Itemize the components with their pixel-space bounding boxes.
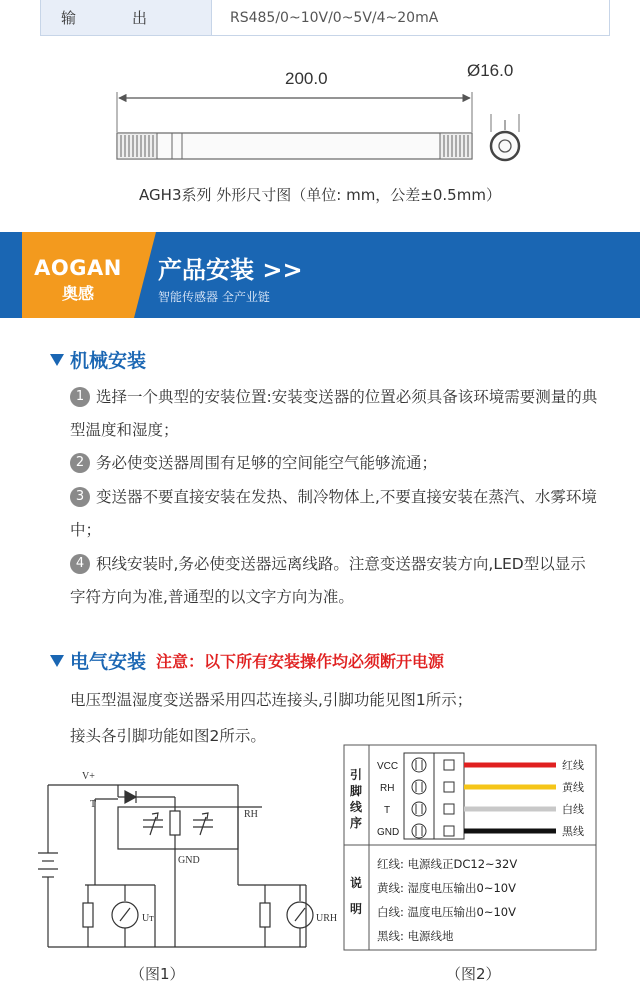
pin-label-1: 引	[350, 768, 363, 782]
spec-value: RS485/0~10V/0~5V/4~20mA	[211, 0, 609, 35]
spec-row-output	[40, 0, 610, 36]
triangle-bullet-icon	[50, 655, 64, 667]
pin-rh: RH	[380, 783, 395, 794]
label-t: T	[90, 799, 97, 810]
number-badge: 2	[70, 453, 90, 473]
desc-label-1: 说	[350, 876, 363, 890]
number-badge: 4	[70, 554, 90, 574]
pin-gnd: GND	[377, 827, 400, 838]
label-ut: Uт	[142, 913, 154, 924]
wire-label-white: 白线	[562, 803, 584, 816]
mechanical-heading: 机械安装	[50, 346, 146, 373]
warning-text: 注意：以下所有安装操作均必须断开电源	[156, 652, 445, 671]
wiring-figures	[0, 735, 640, 960]
note-black: 黑线: 电源线地	[377, 929, 454, 943]
pin-t: T	[384, 805, 391, 816]
number-badge: 3	[70, 487, 90, 507]
label-urh: URH	[316, 913, 338, 924]
electrical-para-1: 电压型温湿度变送器采用四芯连接头,引脚功能见图1所示；	[70, 691, 473, 709]
wire-label-yellow: 黄线	[562, 781, 584, 794]
wiring-table	[344, 745, 596, 950]
circuit-diagram	[38, 785, 313, 947]
figure-1-caption: （图1）	[130, 965, 185, 983]
section-banner	[0, 232, 640, 318]
dimension-drawing	[0, 36, 640, 184]
wire-label-black: 黑线	[562, 825, 584, 838]
triangle-bullet-icon	[50, 354, 64, 366]
logo-cn: 奥感	[61, 284, 94, 303]
note-white: 白线: 温度电压输出0~10V	[377, 905, 516, 919]
svg-text:明: 明	[350, 902, 363, 916]
number-badge: 1	[70, 387, 90, 407]
dim-length-label: 200.0	[285, 69, 328, 88]
list-item: 2 务必使变送器周围有足够的空间能空气能够流通；	[70, 447, 600, 480]
brand-logo	[22, 232, 134, 318]
banner-title: 产品安装 >>	[158, 256, 303, 284]
svg-text:序: 序	[350, 816, 363, 830]
dim-diameter-label: Ø16.0	[467, 61, 514, 80]
dimension-caption: AGH3系列 外形尺寸图（单位: mm，公差±0.5mm）	[139, 186, 501, 204]
list-item: 1 选择一个典型的安装位置:安装变送器的位置必须具备该环境需要测量的典型温度和湿度；	[70, 388, 598, 439]
svg-text:脚: 脚	[350, 784, 363, 798]
note-red: 红线: 电源线正DC12~32V	[377, 857, 518, 871]
label-gnd: GND	[178, 855, 200, 866]
banner-subtitle: 智能传感器 全产业链	[158, 290, 270, 304]
list-item: 3 变送器不要直接安装在发热、制冷物体上,不要直接安装在蒸汽、水雾环境中；	[70, 488, 597, 539]
note-yellow: 黄线: 湿度电压输出0~10V	[377, 881, 516, 895]
wire-label-red: 红线	[562, 759, 584, 772]
spec-label: 输出	[41, 0, 211, 35]
label-rh: RH	[244, 809, 258, 820]
list-item: 4 积线安装时,务必使变送器远离线路。注意变送器安装方向,LED型以显示字符方向为准,普通型的以文字方向为准。	[70, 555, 586, 606]
figure-2-caption: （图2）	[446, 965, 501, 983]
svg-text:线: 线	[350, 800, 363, 814]
electrical-para-2: 接头各引脚功能如图2所示。	[70, 727, 266, 745]
pin-vcc: VCC	[377, 761, 399, 772]
electrical-heading: 电气安装 注意：以下所有安装操作均必须断开电源	[50, 647, 444, 674]
logo-en: AOGAN	[34, 256, 122, 280]
label-vplus: V+	[82, 771, 95, 782]
